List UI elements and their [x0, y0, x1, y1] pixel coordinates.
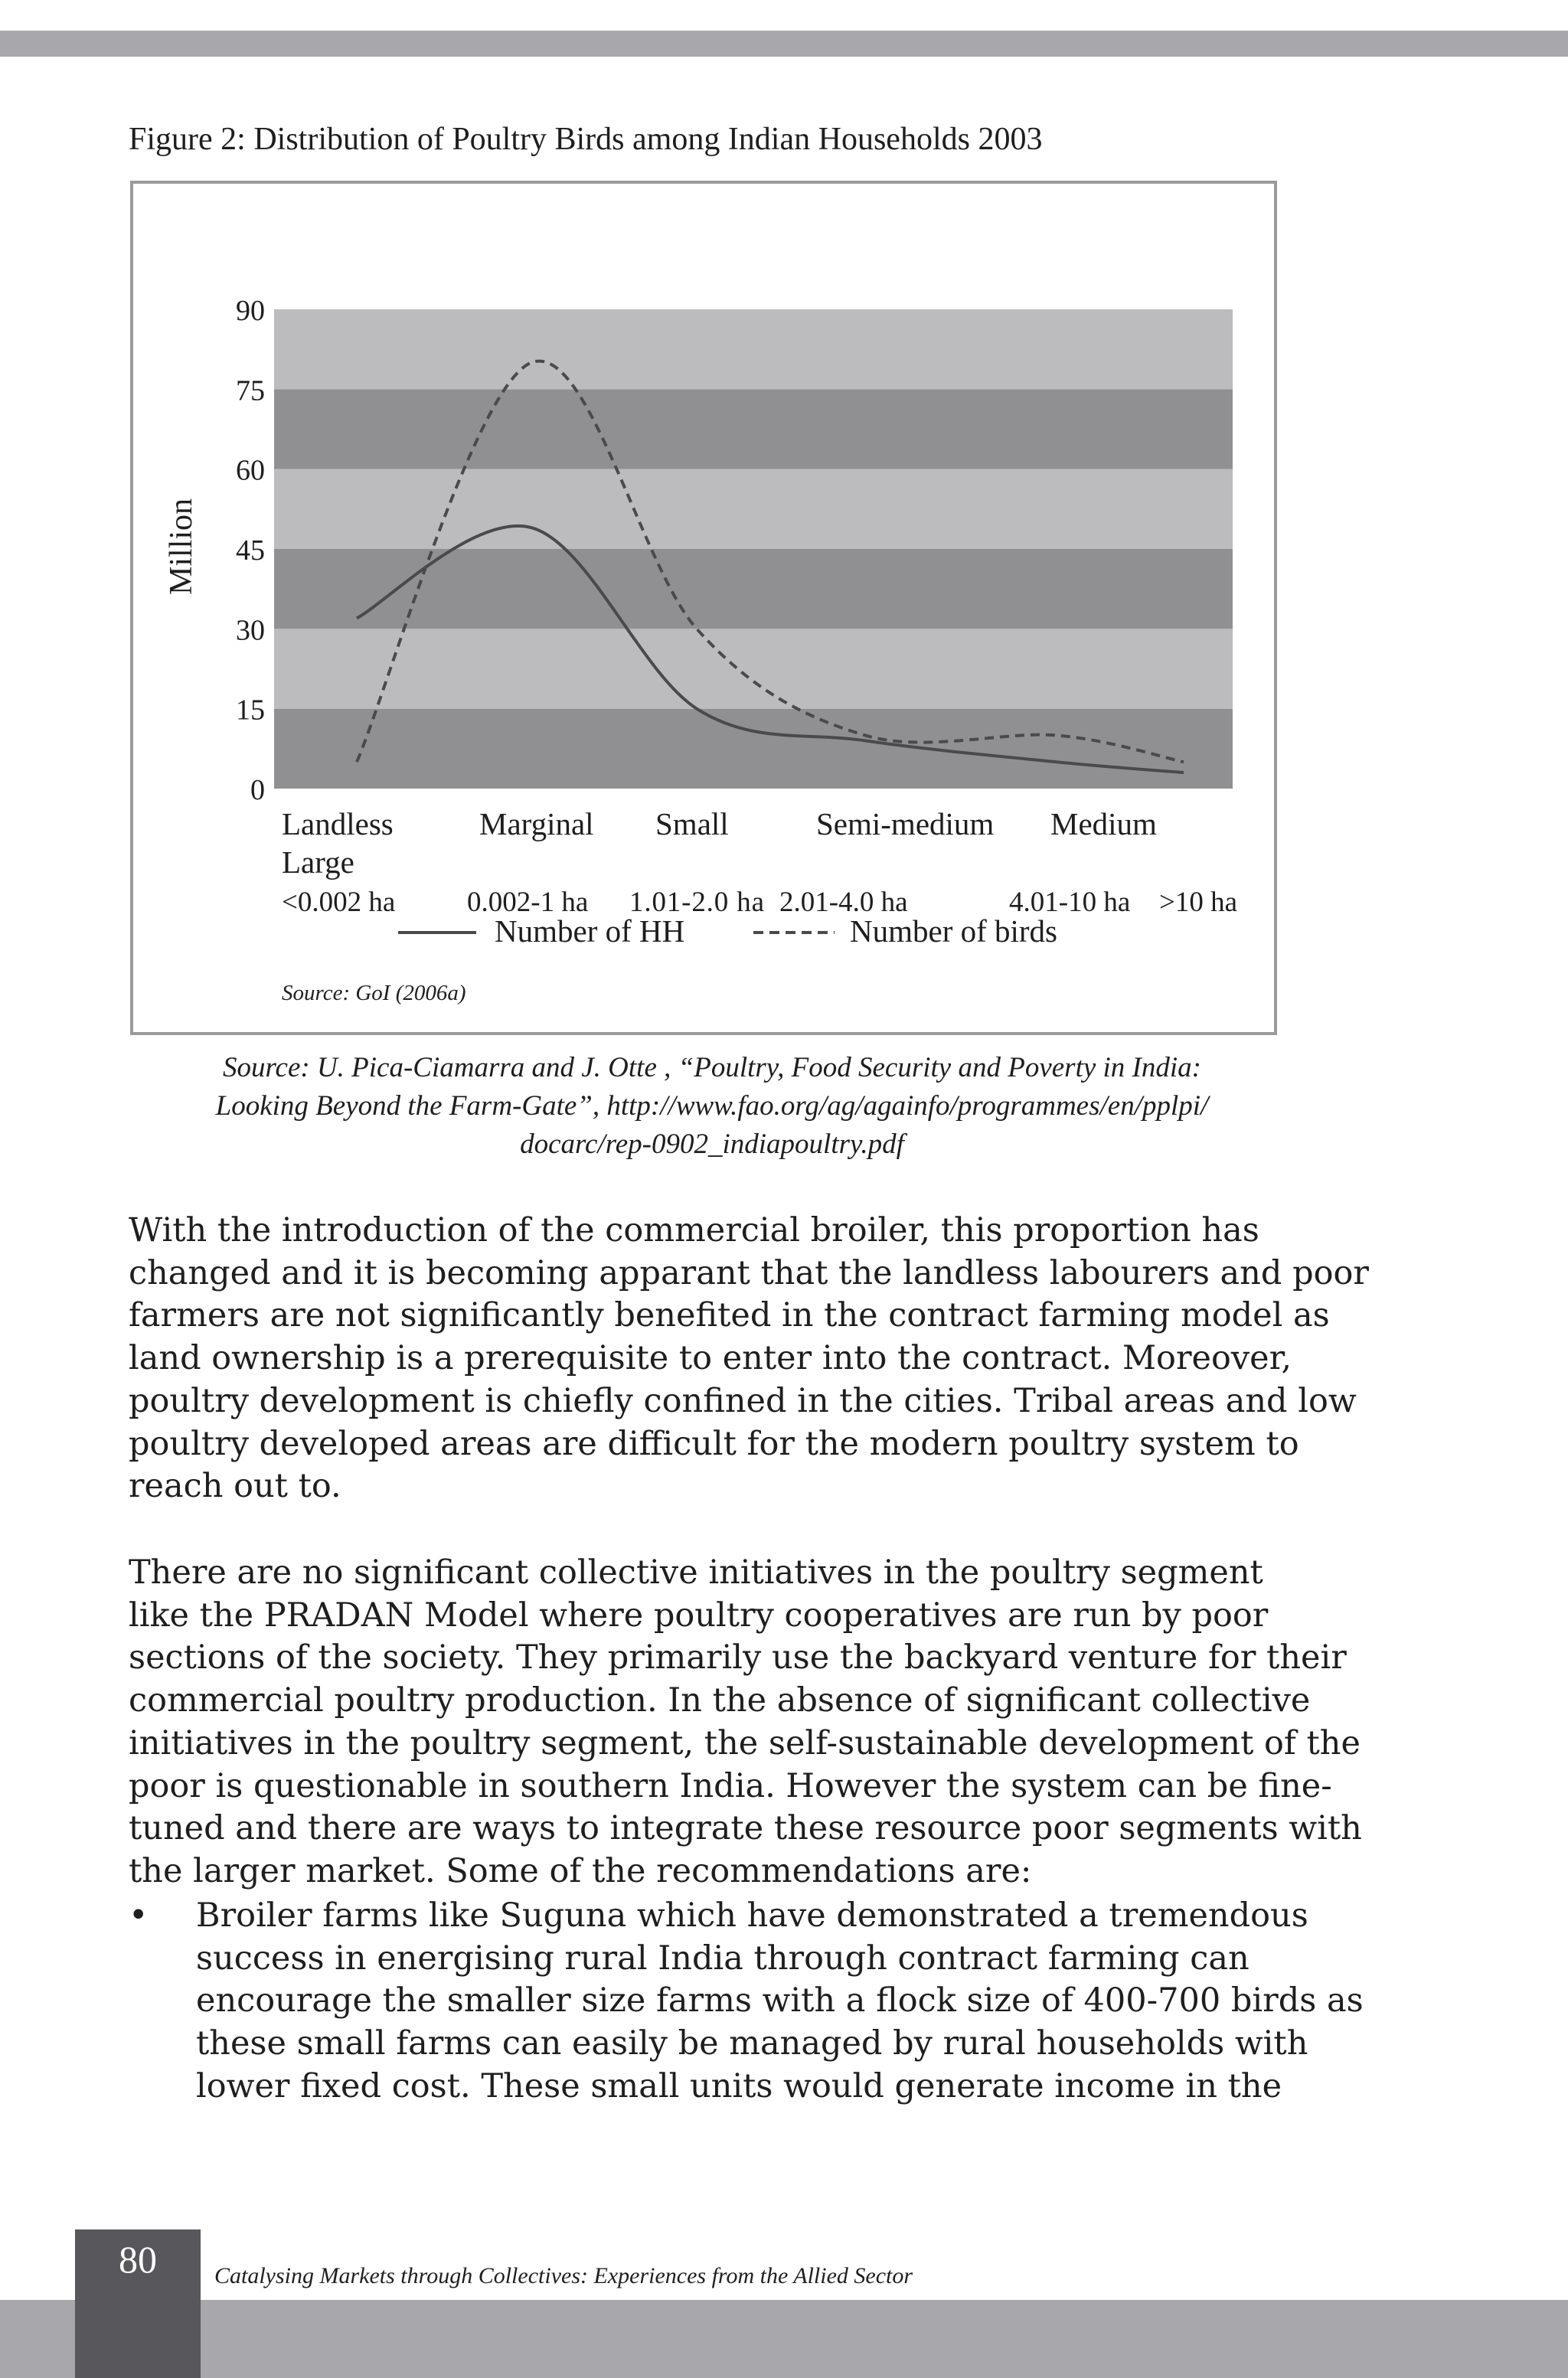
- text-line: lower fixed cost. These small units would generate income in the: [196, 2066, 1282, 2105]
- text-line: poor is questionable in southern India. However the system can be fine-: [129, 1766, 1332, 1805]
- text-line: Broiler farms like Suguna which have demonstrated a tremendous: [196, 1896, 1308, 1935]
- figure-title: Figure 2: Distribution of Poultry Birds among Indian Households 2003: [129, 122, 1043, 157]
- figure-inner-source: Source: GoI (2006a): [282, 981, 466, 1005]
- x-range-label: <0.002 ha: [282, 887, 396, 918]
- text-line: commercial poultry production. In the absence of significant collective: [129, 1681, 1311, 1720]
- source-line: Source: U. Pica-Ciamarra and J. Otte , “Poultry, Food Security and Poverty in India:: [223, 1052, 1201, 1083]
- legend-label: Number of HH: [495, 913, 685, 949]
- text-line: reach out to.: [129, 1467, 341, 1506]
- text-line: tuned and there are ways to integrate these resource poor segments with: [129, 1809, 1362, 1848]
- text-line: changed and it is becoming apparant that the landless labourers and poor: [129, 1253, 1369, 1292]
- chart-band: [274, 389, 1233, 469]
- y-tick-label: 15: [236, 694, 265, 727]
- y-tick-label: 75: [236, 374, 265, 407]
- text-line: sections of the society. They primarily use the backyard venture for their: [129, 1638, 1347, 1677]
- chart-bands: [274, 309, 1233, 789]
- y-axis-label: Million: [164, 498, 199, 596]
- figure-source-caption: [122, 1049, 1302, 1164]
- x-range-label: 1.01-2.0 ha: [629, 887, 764, 918]
- text-line: encourage the smaller size farms with a flock size of 400-700 birds as: [196, 1981, 1364, 2020]
- text-line: success in energising rural India through contract farming can: [196, 1939, 1250, 1978]
- source-line: docarc/rep-0902_indiapoultry.pdf: [520, 1129, 904, 1160]
- y-tick-label: 60: [236, 454, 265, 487]
- x-category-label: Small: [655, 806, 729, 841]
- y-axis-ticks: [236, 295, 265, 806]
- chart-band: [274, 469, 1233, 549]
- y-tick-label: 45: [236, 534, 265, 567]
- footer-book-title: Catalysing Markets through Collectives: Experiences from the Allied Sector: [214, 2263, 913, 2288]
- x-range-label: 2.01-4.0 ha: [779, 887, 908, 918]
- x-range-label: 4.01-10 ha: [1009, 887, 1131, 918]
- paragraph-2: [129, 1552, 1362, 1893]
- text-line: like the PRADAN Model where poultry cooperatives are run by poor: [129, 1596, 1269, 1635]
- chart-legend: [398, 913, 1057, 949]
- text-line: the larger market. Some of the recommendations are:: [129, 1851, 1032, 1890]
- text-line: farmers are not significantly benefited in the contract farming model as: [129, 1296, 1330, 1335]
- text-line: poultry development is chiefly confined in the cities. Tribal areas and low: [129, 1381, 1357, 1420]
- chart-band: [274, 709, 1233, 789]
- text-line: land ownership is a prerequisite to enter into the contract. Moreover,: [129, 1339, 1292, 1378]
- x-category-label: Semi-medium: [816, 806, 995, 841]
- x-axis-categories: [282, 806, 1237, 918]
- text-line: There are no significant collective initiatives in the poultry segment: [129, 1553, 1263, 1592]
- poultry-chart: [0, 0, 1568, 1072]
- x-range-label: 0.002-1 ha: [467, 887, 589, 918]
- text-line: With the introduction of the commercial broiler, this proportion has: [129, 1211, 1259, 1249]
- text-line: these small farms can easily be managed by rural households with: [196, 2024, 1308, 2063]
- page-number: 80: [119, 2238, 157, 2281]
- legend-label: Number of birds: [850, 913, 1058, 949]
- y-tick-label: 30: [236, 614, 265, 647]
- x-category-label: Marginal: [479, 806, 594, 841]
- paragraph-1: [129, 1210, 1369, 1508]
- y-tick-label: 90: [236, 295, 265, 327]
- x-category-label: Medium: [1050, 806, 1157, 841]
- chart-band: [274, 309, 1233, 389]
- x-category-label: Landless: [282, 806, 394, 841]
- x-range-label: >10 ha: [1159, 887, 1238, 918]
- text-line: initiatives in the poultry segment, the self-sustainable development of the: [129, 1723, 1361, 1762]
- x-category-label: Large: [282, 844, 354, 880]
- footer-bar: [0, 2300, 1568, 2378]
- source-line: Looking Beyond the Farm-Gate”, http://www.fao.org/ag/againfo/programmes/en/pplpi/: [215, 1090, 1209, 1122]
- y-tick-label: 0: [250, 774, 265, 806]
- chart-band: [274, 629, 1233, 708]
- bullet-dot: •: [129, 1896, 149, 1935]
- text-line: poultry developed areas are difficult for the modern poultry system to: [129, 1424, 1299, 1463]
